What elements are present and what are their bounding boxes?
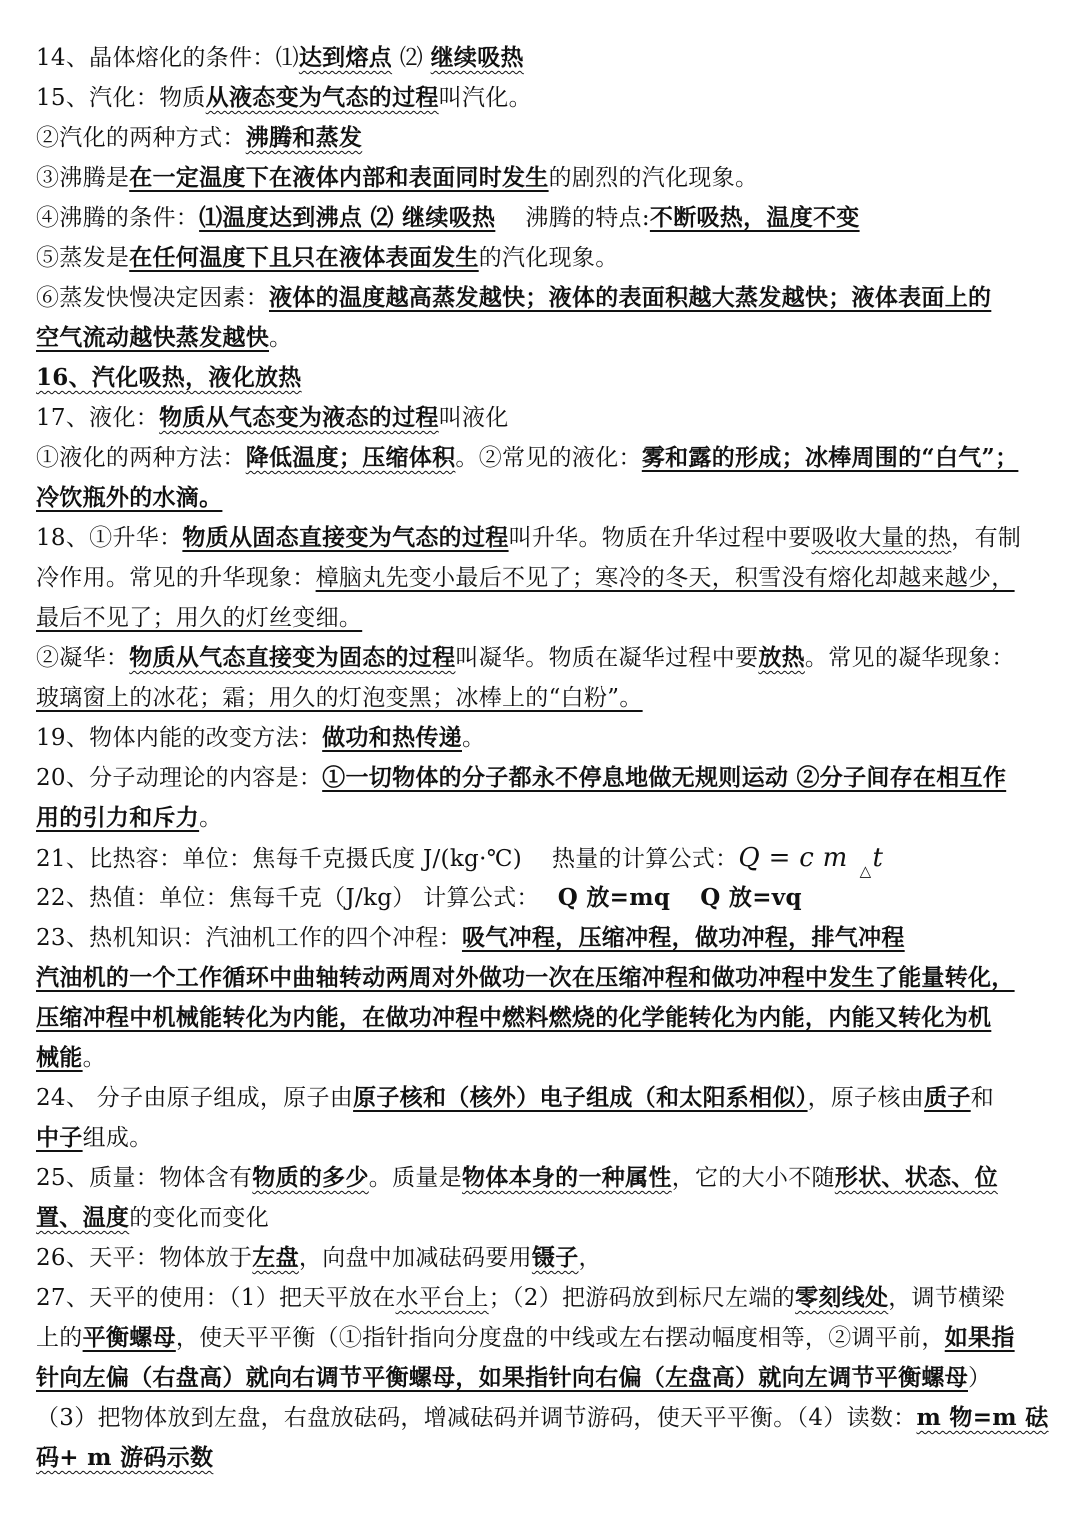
item-20-cont: 用的引力和斥力。 xyxy=(36,804,223,831)
item-23: 23、热机知识：汽油机工作的四个冲程：吸气冲程，压缩冲程，做功冲程，排气冲程 xyxy=(36,924,905,951)
item-18-sublimation: 18、①升华：物质从固态直接变为气态的过程叫升华。物质在升华过程中要吸收大量的热，有制 xyxy=(36,524,1022,551)
item-23-cont-3: 械能。 xyxy=(36,1044,106,1071)
item-23-cont-2: 压缩冲程中机械能转化为内能，在做功冲程中燃料燃烧的化学能转化为内能，内能又转化为机 xyxy=(36,1004,992,1031)
item-26: 26、天平：物体放于左盘，向盘中加减砝码要用镊子， xyxy=(36,1244,602,1271)
item-17-liquefaction-cont: 冷饮瓶外的水滴。 xyxy=(36,484,223,511)
item-18-sublimation-examples-cont: 最后不见了；用久的灯丝变细。 xyxy=(36,605,363,631)
item-15-boiling-definition: ③沸腾是在一定温度下在液体内部和表面同时发生的剧烈的汽化现象。 xyxy=(36,164,759,191)
item-15-evaporation-factors-cont: 空气流动越快蒸发越快。 xyxy=(36,324,293,351)
item-27-cont-2: 针向左偏（右盘高）就向右调节平衡螺母，如果指针向右偏（左盘高）就向左调节平衡螺母） xyxy=(36,1364,992,1391)
item-24-cont: 中子组成。 xyxy=(36,1124,153,1151)
item-16: 16、汽化吸热，液化放热 xyxy=(36,364,302,391)
item-27-cont-3: （3）把物体放到左盘，右盘放砝码，增减砝码并调节游码，使天平平衡。（4）读数：m 物=m 砝 xyxy=(36,1404,1049,1431)
item-22: 22、热值：单位：焦每千克（J/kg） 计算公式： Q 放=mq Q 放=vq xyxy=(36,884,802,911)
item-18-deposition-examples: 玻璃窗上的冰花；霜；用久的灯泡变黑；冰棒上的“白粉”。 xyxy=(36,685,643,711)
item-24: 24、 分子由原子组成，原子由原子核和（核外）电子组成（和太阳系相似），原子核由质子和 xyxy=(36,1084,994,1111)
item-25-cont: 置、温度的变化而变化 xyxy=(36,1204,270,1231)
item-27-cont-1: 上的平衡螺母，使天平平衡（①指针指向分度盘的中线或左右摆动幅度相等，②调平前，如果指 xyxy=(36,1324,1015,1351)
item-27-cont-4: 码+ m 游码示数 xyxy=(36,1444,214,1471)
item-17: 17、液化：物质从气态变为液态的过程叫液化 xyxy=(36,404,509,431)
delta-symbol: △ xyxy=(859,862,872,880)
item-20: 20、分子动理论的内容是：①一切物体的分子都永不停息地做无规则运动 ②分子间存在相互作 xyxy=(36,764,1007,791)
item-14: 14、晶体熔化的条件：⑴达到熔点 ⑵ 继续吸热 xyxy=(36,44,524,71)
item-15-evaporation-definition: ⑤蒸发是在任何温度下且只在液体表面发生的汽化现象。 xyxy=(36,244,619,271)
item-25: 25、质量：物体含有物质的多少。质量是物体本身的一种属性，它的大小不随形状、状态、位 xyxy=(36,1164,998,1191)
item-15: 15、汽化：物质从液态变为气态的过程叫汽化。 xyxy=(36,84,532,111)
item-18-deposition: ②凝华：物质从气态直接变为固态的过程叫凝华。物质在凝华过程中要放热。常见的凝华现象： xyxy=(36,644,1015,671)
item-15-evaporation-factors: ⑥蒸发快慢决定因素：液体的温度越高蒸发越快；液体的表面积越大蒸发越快；液体表面上的 xyxy=(36,284,992,311)
item-18-sublimation-examples: 冷作用。常见的升华现象：樟脑丸先变小最后不见了；寒冷的冬天，积雪没有熔化却越来越少， xyxy=(36,565,1015,591)
item-15-boiling-conditions: ④沸腾的条件：⑴温度达到沸点 ⑵ 继续吸热 沸腾的特点:不断吸热，温度不变 xyxy=(36,204,860,231)
item-15-vaporization-methods: ②汽化的两种方式：沸腾和蒸发 xyxy=(36,124,363,151)
item-17-liquefaction-methods: ①液化的两种方法：降低温度；压缩体积。②常见的液化：雾和露的形成；冰棒周围的“白气”； xyxy=(36,444,1019,471)
item-23-cont-1: 汽油机的一个工作循环中曲轴转动两周对外做功一次在压缩冲程和做功冲程中发生了能量转化， xyxy=(36,964,1015,991)
item-21: 21、比热容：单位：焦每千克摄氏度 J/(kg·℃) 热量的计算公式：Q = c m $_\triangle$t xyxy=(36,843,884,880)
heat-formula: Q = c m xyxy=(738,843,848,873)
item-19: 19、物体内能的改变方法：做功和热传递。 xyxy=(36,724,486,751)
item-27: 27、天平的使用：（1）把天平放在水平台上；（2）把游码放到标尺左端的零刻线处，调节横梁 xyxy=(36,1284,1005,1311)
